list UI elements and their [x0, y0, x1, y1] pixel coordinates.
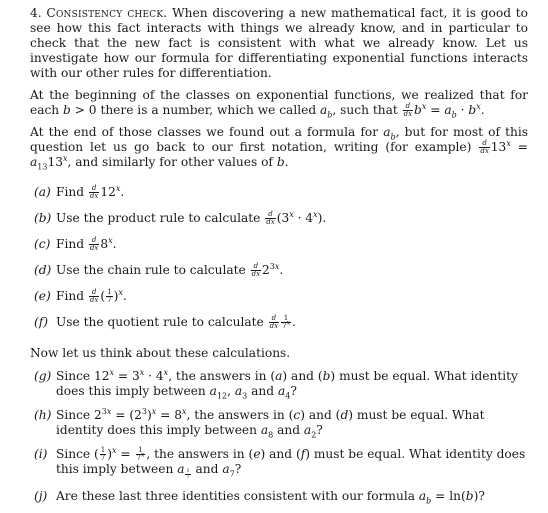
item-a: (a) Find $\frac{d}{dx}$ 12$^x$. — [34, 183, 125, 200]
item-b: (b) Use the product rule to calculate $\frac{d}{dx}$ $(3^x \cdot 4^x)$. — [34, 209, 327, 226]
item-g: (g) Since $12^x = 3^x \cdot 4^x$, the answers in (a) and (b) must be equal. What identity does this imply between $a_{12}$, $a_3$ and $a_4$? — [34, 367, 518, 401]
derivative-operator: $\frac{d}{dx}$ — [403, 102, 413, 118]
item-j: (j) Are these last three identities consistent with our formula $a_b = \ln(b)$? — [34, 488, 485, 506]
transition-sentence: Now let us think about these calculations. — [30, 346, 291, 360]
intro-text: When discovering a new mathematical fact, it is good to see how this fact interacts with things we already know, and in particular to check that the new fact is consistent with what we already know. Let us investigate how our formula for differentiating exponential functions interacts with our other rules for differentiation. — [30, 6, 529, 80]
item-d: (d) Use the chain rule to calculate $\frac{d}{dx}$ $2^{3x}$. — [34, 261, 284, 278]
item-f: (f) Use the quotient rule to calculate $\frac{d}{dx}$ $\frac{1}{7^x}$ . — [34, 314, 296, 330]
definition-paragraph: At the beginning of the classes on exponential functions, we realized that for each b > 0 there is a number, which we called $a_b$, such that $\frac{d}{dx}$ $b^x = a_b \cdot b^x$. — [30, 88, 528, 120]
item-h: (h) Since $2^{3x} = (2^3)^x = 8^x$, the answers in (c) and (d) must be equal. What identity does this imply between $a_8$ and $a_2$? — [34, 406, 485, 440]
calculation-list — [34, 184, 528, 340]
item-c: (c) Find $\frac{d}{dx}$ 8$^x$. — [34, 235, 117, 252]
notation-paragraph: At the end of those classes we found out a formula for $a_b$, but for most of this question let us go back to our first notation, writing (for example) $\frac{d}{dx}$ $13^x = a_{13}13^x$, and similarly for other values of b. — [30, 125, 529, 172]
item-i: (i) Since ( $\frac{1}{7}$ )$^x$ = $\frac{1}{7^x}$ , the answers in (e) and (f) must be equal. What identity does this imply between a $_{\frac{1}{7}}$ and $a_7$? — [34, 445, 526, 480]
identity-list — [34, 369, 528, 504]
problem-title: Consistency check. — [46, 6, 168, 20]
intro-paragraph — [30, 6, 528, 81]
problem-number: 4. — [30, 6, 42, 20]
item-e: (e) Find $\frac{d}{dx}$ ( $\frac{1}{7}$ )$^x$. — [34, 287, 127, 304]
